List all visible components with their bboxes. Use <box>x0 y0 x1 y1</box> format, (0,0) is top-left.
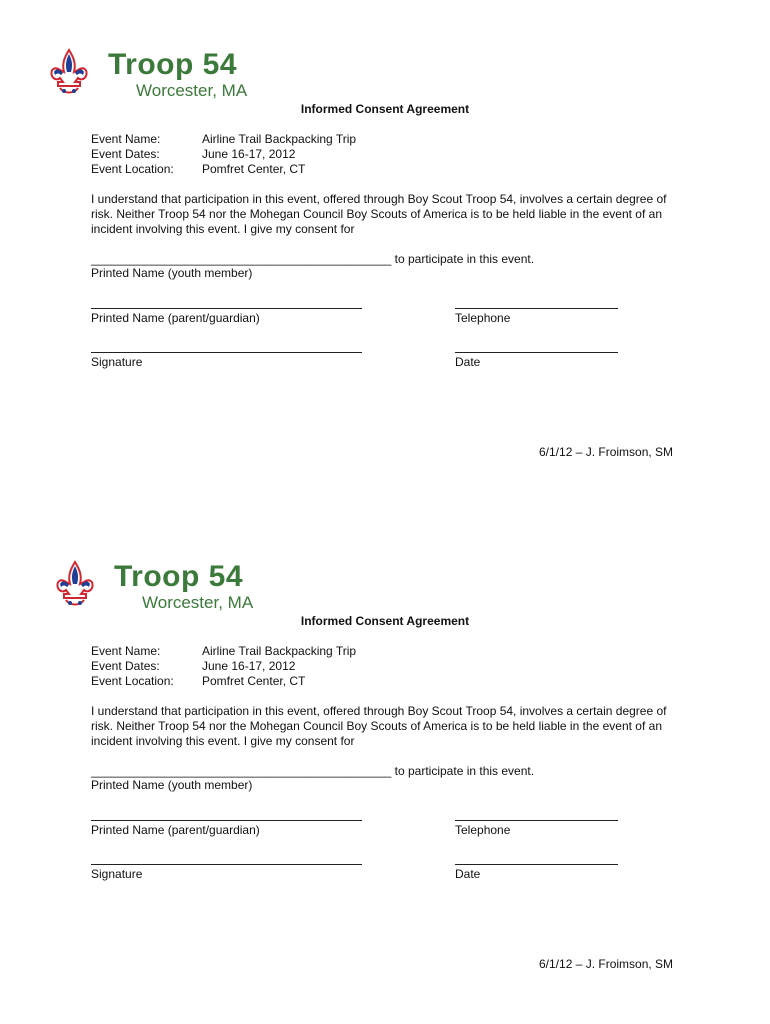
event-location-value: Pomfret Center, CT <box>202 674 306 688</box>
troop-logo <box>46 48 248 100</box>
parent-name-label: Printed Name (parent/guardian) <box>91 823 260 837</box>
event-name-label: Event Name: <box>91 132 161 146</box>
consent-form-top <box>0 0 770 510</box>
signature-field[interactable] <box>91 352 362 353</box>
date-field[interactable] <box>455 864 618 865</box>
date-field[interactable] <box>455 352 618 353</box>
troop-title: Troop 54 <box>108 48 238 81</box>
form-heading: Informed Consent Agreement <box>300 614 470 628</box>
troop-city: Worcester, MA <box>136 81 248 100</box>
telephone-label: Telephone <box>455 823 511 837</box>
youth-name-field[interactable]: _____________________________________________ to participate in this event. <box>91 252 535 266</box>
signature-label: Signature <box>91 355 143 369</box>
parent-name-field[interactable] <box>91 308 362 309</box>
youth-name-field[interactable]: _____________________________________________ to participate in this event. <box>91 764 535 778</box>
youth-name-label: Printed Name (youth member) <box>91 266 253 280</box>
consent-form-bottom <box>0 512 770 1022</box>
event-dates-label: Event Dates: <box>91 659 160 673</box>
event-name-value: Airline Trail Backpacking Trip <box>202 132 357 146</box>
form-heading: Informed Consent Agreement <box>300 102 470 116</box>
youth-name-label: Printed Name (youth member) <box>91 778 253 792</box>
consent-paragraph: I understand that participation in this event, offered through Boy Scout Troop 54, involves a certain degree of risk. Neither Troop 54 nor the Mohegan Council Boy Scouts of America is to be held liable in the event of an incident involving this event. I give my consent for <box>91 192 667 236</box>
revision-credit: 6/1/12 – J. Froimson, SM <box>539 445 674 459</box>
date-label: Date <box>455 355 481 369</box>
fleur-de-lis-emblem-icon <box>52 560 98 610</box>
telephone-field[interactable] <box>455 308 618 309</box>
parent-name-field[interactable] <box>91 820 362 821</box>
date-label: Date <box>455 867 481 881</box>
troop-title: Troop 54 <box>114 560 244 593</box>
consent-paragraph: I understand that participation in this event, offered through Boy Scout Troop 54, involves a certain degree of risk. Neither Troop 54 nor the Mohegan Council Boy Scouts of America is to be held liable in the event of an incident involving this event. I give my consent for <box>91 704 667 748</box>
event-location-label: Event Location: <box>91 162 174 176</box>
event-name-label: Event Name: <box>91 644 161 658</box>
fleur-de-lis-emblem-icon <box>46 48 92 98</box>
troop-city: Worcester, MA <box>142 593 254 612</box>
parent-name-label: Printed Name (parent/guardian) <box>91 311 260 325</box>
event-dates-label: Event Dates: <box>91 147 160 161</box>
event-name-value: Airline Trail Backpacking Trip <box>202 644 357 658</box>
event-dates-value: June 16-17, 2012 <box>202 147 296 161</box>
signature-label: Signature <box>91 867 143 881</box>
event-dates-value: June 16-17, 2012 <box>202 659 296 673</box>
revision-credit: 6/1/12 – J. Froimson, SM <box>539 957 674 971</box>
telephone-label: Telephone <box>455 311 511 325</box>
event-location-value: Pomfret Center, CT <box>202 162 306 176</box>
telephone-field[interactable] <box>455 820 618 821</box>
event-location-label: Event Location: <box>91 674 174 688</box>
signature-field[interactable] <box>91 864 362 865</box>
troop-logo <box>52 560 254 612</box>
